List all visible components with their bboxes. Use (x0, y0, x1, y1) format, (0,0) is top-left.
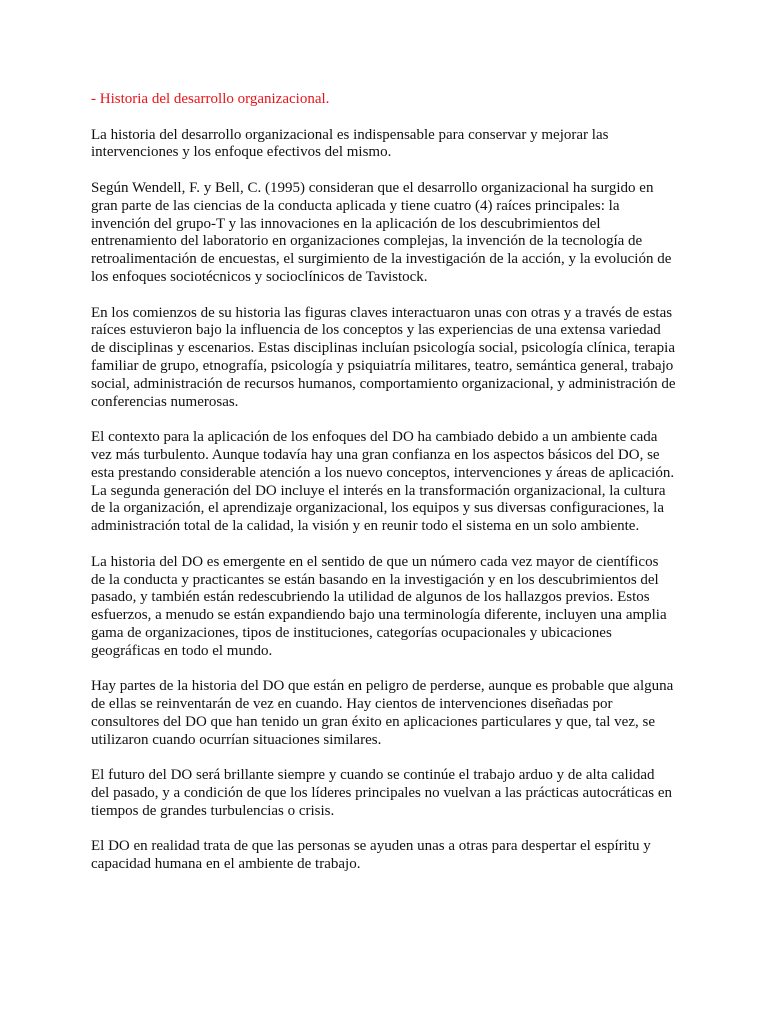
text-line: retroalimentación de encuestas, el surgimiento de la investigación de la acción, y la evolución de (91, 251, 672, 268)
text-line: los enfoques sociotécnicos y socioclínicos de Tavistock. (91, 268, 428, 285)
text-line: esfuerzos, a menudo se están expandiendo bajo una terminología diferente, incluyen una amplia (91, 607, 667, 624)
text-line: tiempos de grandes turbulencias o crisis. (91, 802, 335, 819)
text-line: capacidad humana en el ambiente de trabajo. (91, 856, 361, 873)
paragraph-1 (91, 127, 708, 163)
text-line: invención del grupo-T y las innovaciones en la aplicación de los descubrimientos del (91, 215, 601, 232)
text-line: consultores del DO que han tenido un gran éxito en aplicaciones particulares y que, tal vez, se (91, 713, 655, 730)
text-line: familiar de grupo, etnografía, psicología y psiquiatría militares, teatro, semántica general, trabajo (91, 357, 674, 374)
text-line: Según Wendell, F. y Bell, C. (1995) consideran que el desarrollo organizacional ha surgido en (91, 179, 654, 196)
paragraph-7 (91, 767, 708, 820)
text-line: del pasado, y a condición de que los líderes principales no vuelvan a las prácticas autocráticas en (91, 785, 673, 802)
text-line: En los comienzos de su historia las figuras claves interactuaron unas con otras y a través de estas (91, 304, 673, 321)
paragraph-5 (91, 554, 708, 661)
paragraph-2 (91, 180, 708, 287)
text-line: entrenamiento del laboratorio en organizaciones complejas, la invención de la tecnología de (91, 233, 643, 250)
text-line: de la organización, el aprendizaje organizacional, los equipos y sus diversas configuraciones, la (91, 500, 664, 517)
text-line: de disciplinas y escenarios. Estas disciplinas incluían psicología social, psicología clínica, terapia (91, 340, 676, 357)
paragraph-4 (91, 429, 708, 536)
text-line: gran parte de las ciencias de la conducta aplicada y tiene cuatro (4) raíces principales: la (91, 197, 620, 214)
text-line: administración total de la calidad, la visión y en reunir todo el sistema en un solo ambiente. (91, 518, 640, 535)
text-line: El futuro del DO será brillante siempre y cuando se continúe el trabajo arduo y de alta calidad (91, 767, 655, 784)
text-line: raíces estuvieron bajo la influencia de los conceptos y las experiencias de una extensa variedad (91, 322, 661, 339)
text-line: Hay partes de la historia del DO que están en peligro de perderse, aunque es probable que alguna (91, 678, 674, 695)
text-line: de la conducta y practicantes se están basando en la investigación y en los descubrimientos del (91, 571, 659, 588)
text-line: de ellas se reinventarán de vez en cuando. Hay cientos de intervenciones diseñadas por (91, 696, 613, 713)
section-heading: - Historia del desarrollo organizacional. (91, 91, 330, 107)
text-line: conferencias numerosas. (91, 393, 239, 410)
document-body (91, 127, 708, 874)
text-line: utilizaron cuando ocurrían situaciones similares. (91, 731, 382, 748)
text-line: El DO en realidad trata de que las personas se ayuden unas a otras para despertar el espíritu y (91, 838, 651, 855)
paragraph-8 (91, 838, 708, 874)
paragraph-6 (91, 678, 708, 749)
text-line: vez más turbulento. Aunque todavía hay una gran confianza en los aspectos básicos del DO, se (91, 446, 660, 463)
text-line: La historia del DO es emergente en el sentido de que un número cada vez mayor de científicos (91, 553, 659, 570)
text-line: La historia del desarrollo organizacional es indispensable para conservar y mejorar las (91, 126, 609, 143)
paragraph-3 (91, 305, 708, 412)
text-line: pasado, y también están redescubriendo la utilidad de algunos de los hallazgos previos. Estos (91, 589, 650, 606)
text-line: esta prestando considerable atención a los nuevo conceptos, intervenciones y áreas de aplicación. (91, 464, 675, 481)
text-line: El contexto para la aplicación de los enfoques del DO ha cambiado debido a un ambiente cada (91, 429, 658, 446)
text-line: La segunda generación del DO incluye el interés en la transformación organizacional, la cultura (91, 482, 666, 499)
text-line: social, administración de recursos humanos, comportamiento organizacional, y administración de (91, 375, 676, 392)
text-line: geográficas en todo el mundo. (91, 642, 273, 659)
text-line: gama de organizaciones, tipos de instituciones, categorías ocupacionales y ubicaciones (91, 624, 612, 641)
text-line: intervenciones y los enfoque efectivos del mismo. (91, 144, 392, 161)
